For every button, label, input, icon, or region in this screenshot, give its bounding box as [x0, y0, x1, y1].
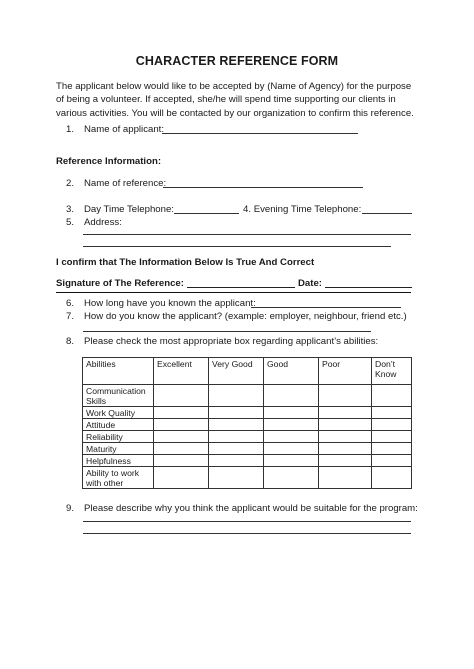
relationship-label: How do you know the applicant? (example: employer, neighbour, friend etc.): [84, 311, 407, 322]
address-label: Address:: [84, 217, 122, 228]
rating-cell[interactable]: [319, 407, 372, 419]
table-row: [83, 385, 412, 407]
question-4: [243, 204, 361, 216]
question-9: [58, 503, 418, 515]
question-number: 5.: [65, 217, 74, 228]
question-5: [58, 217, 122, 229]
rating-cell[interactable]: [264, 419, 319, 431]
question-number: 9.: [65, 503, 74, 514]
ability-label: Maturity: [83, 443, 154, 455]
signature-label: Signature of The Reference:: [56, 278, 184, 289]
question-1: [58, 124, 164, 136]
question-number: 2.: [65, 178, 74, 189]
date-label: Date:: [298, 278, 322, 289]
question-number: 3.: [65, 204, 74, 215]
table-row: [83, 467, 412, 489]
rating-cell[interactable]: [154, 443, 209, 455]
header-very-good: Very Good: [209, 358, 264, 385]
signature-row: [56, 278, 184, 290]
date-field[interactable]: [325, 287, 412, 288]
day-telephone-field[interactable]: [174, 213, 239, 214]
header-abilities: Abilities: [83, 358, 154, 385]
rating-cell[interactable]: [372, 419, 412, 431]
day-telephone-label: Day Time Telephone:: [84, 204, 174, 215]
header-dont-know: Don’t Know: [372, 358, 412, 385]
applicant-name-label: Name of applicant:: [84, 124, 164, 135]
rating-cell[interactable]: [319, 385, 372, 407]
table-row: [83, 407, 412, 419]
confirm-heading: I confirm that The Information Below Is True And Correct: [56, 257, 315, 268]
suitability-label: Please describe why you think the applicant would be suitable for the program:: [84, 503, 418, 514]
form-title: CHARACTER REFERENCE FORM: [135, 54, 339, 68]
rating-cell[interactable]: [264, 455, 319, 467]
rating-cell[interactable]: [264, 443, 319, 455]
rating-cell[interactable]: [372, 443, 412, 455]
known-duration-label: How long have you known the applicant:: [84, 298, 256, 309]
question-3: [58, 204, 174, 216]
rating-cell[interactable]: [154, 467, 209, 489]
rating-cell[interactable]: [209, 455, 264, 467]
reference-name-field[interactable]: [163, 187, 363, 188]
header-excellent: Excellent: [154, 358, 209, 385]
rating-cell[interactable]: [319, 431, 372, 443]
suitability-field-line-1[interactable]: [83, 521, 411, 522]
address-field-line-2[interactable]: [83, 246, 391, 247]
ability-label: Attitude: [83, 419, 154, 431]
question-number: 1.: [65, 124, 74, 135]
rating-cell[interactable]: [154, 419, 209, 431]
question-number: 8.: [65, 336, 74, 347]
ability-label: Communication Skills: [83, 385, 154, 407]
evening-telephone-label: Evening Time Telephone:: [253, 204, 362, 215]
question-2: [58, 178, 166, 190]
rating-cell[interactable]: [209, 431, 264, 443]
question-6: [58, 298, 256, 310]
rating-cell[interactable]: [319, 467, 372, 489]
rating-cell[interactable]: [319, 455, 372, 467]
rating-cell[interactable]: [264, 407, 319, 419]
rating-cell[interactable]: [209, 419, 264, 431]
rating-cell[interactable]: [372, 385, 412, 407]
rating-cell[interactable]: [319, 419, 372, 431]
header-good: Good: [264, 358, 319, 385]
rating-cell[interactable]: [372, 407, 412, 419]
rating-cell[interactable]: [209, 407, 264, 419]
ability-label: Ability to work with other: [83, 467, 154, 489]
rating-cell[interactable]: [264, 467, 319, 489]
rating-cell[interactable]: [154, 407, 209, 419]
question-8: [58, 336, 378, 348]
rating-cell[interactable]: [209, 443, 264, 455]
rating-cell[interactable]: [264, 385, 319, 407]
table-row: [83, 443, 412, 455]
suitability-field-line-2[interactable]: [83, 533, 411, 534]
table-row: [83, 455, 412, 467]
question-number: 4.: [243, 204, 252, 215]
rating-cell[interactable]: [372, 467, 412, 489]
intro-paragraph: The applicant below would like to be accepted by (Name of Agency) for the purpose of being a volunteer. If accepted, she/he will spend time supporting our clients in various activities. You will be contacted by our organization to confirm this reference.: [56, 81, 414, 119]
rating-cell[interactable]: [319, 443, 372, 455]
table-row: [83, 431, 412, 443]
evening-telephone-field[interactable]: [362, 213, 412, 214]
reference-info-heading: Reference Information:: [56, 156, 162, 167]
table-header-row: [83, 358, 412, 385]
address-field-line-1[interactable]: [83, 234, 411, 235]
ability-label: Reliability: [83, 431, 154, 443]
rating-cell[interactable]: [264, 431, 319, 443]
rating-cell[interactable]: [154, 455, 209, 467]
question-number: 7.: [65, 311, 74, 322]
question-7: [58, 311, 407, 323]
ability-label: Work Quality: [83, 407, 154, 419]
header-poor: Poor: [319, 358, 372, 385]
section-divider: [56, 292, 411, 293]
abilities-table: [82, 357, 412, 489]
rating-cell[interactable]: [209, 385, 264, 407]
rating-cell[interactable]: [372, 455, 412, 467]
rating-cell[interactable]: [154, 385, 209, 407]
signature-field[interactable]: [187, 287, 295, 288]
rating-cell[interactable]: [372, 431, 412, 443]
applicant-name-field[interactable]: [162, 133, 358, 134]
known-duration-field[interactable]: [251, 307, 401, 308]
rating-cell[interactable]: [154, 431, 209, 443]
table-row: [83, 419, 412, 431]
relationship-field[interactable]: [83, 331, 371, 332]
rating-cell[interactable]: [209, 467, 264, 489]
reference-name-label: Name of reference:: [84, 178, 167, 189]
abilities-label: Please check the most appropriate box regarding applicant’s abilities:: [84, 336, 379, 347]
ability-label: Helpfulness: [83, 455, 154, 467]
question-number: 6.: [65, 298, 74, 309]
